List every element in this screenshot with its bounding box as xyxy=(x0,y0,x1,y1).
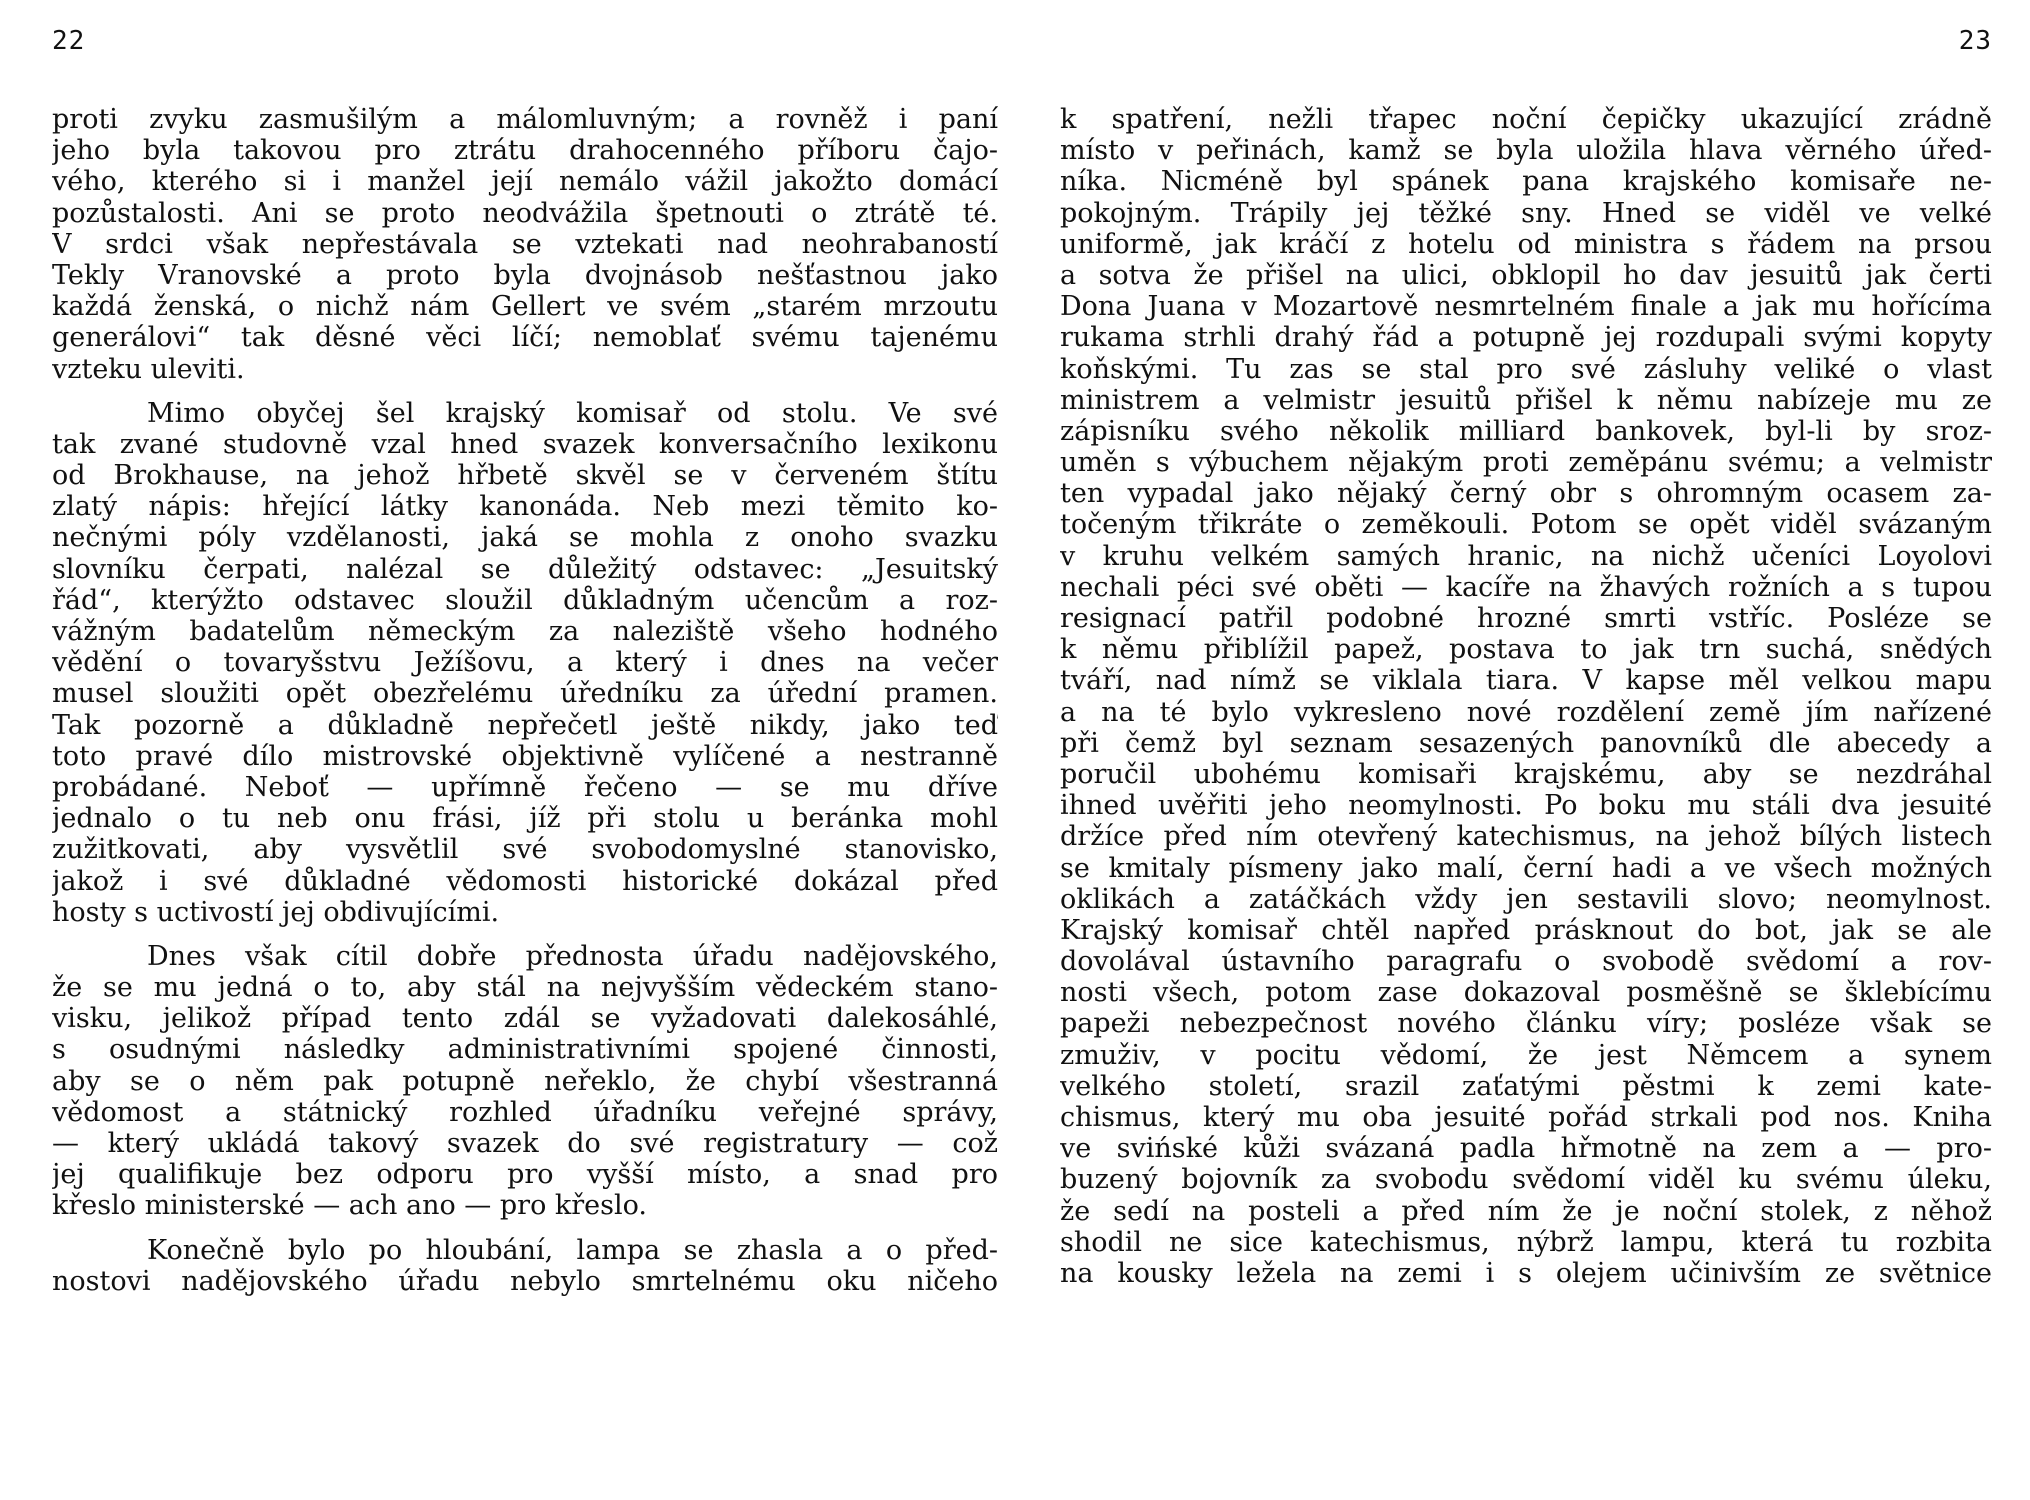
text-line: velkého století, srazil zaťatými pěstmi k zemi kate- xyxy=(1060,1070,1992,1102)
text-line: aby se o něm pak potupně neřeklo, že chybí všestranná xyxy=(52,1065,998,1097)
text-line: držíce před ním otevřený katechismus, na jehož bílých listech xyxy=(1060,821,1992,853)
text-line: shodil ne sice katechismus, nýbrž lampu, která tu rozbita xyxy=(1060,1226,1992,1258)
text-line: zlatý nápis: hřející látky kanonáda. Neb mezi těmito ko- xyxy=(52,491,998,523)
text-line: rukama strhli drahý řád a potupně jej rozdupali svými kopyty xyxy=(1060,322,1992,354)
text-line: proti zvyku zasmušilým a málomluvným; a rovněž i paní xyxy=(52,104,998,135)
text-line: jednalo o tu neb onu frási, jíž při stolu u beránka mohl xyxy=(52,803,998,835)
text-line: řád“, kterýžto odstavec sloužil důkladným učencům a roz- xyxy=(52,584,998,616)
text-line: níka. Nicméně byl spánek pana krajského komisaře ne- xyxy=(1060,166,1992,198)
text-line: musel sloužiti opět obezřelému úředníku za úřední pramen. xyxy=(52,678,998,710)
text-line: Dona Juana v Mozartově nesmrtelném finale a jak mu hořícíma xyxy=(1060,291,1992,323)
text-line: zmuživ, v pocitu vědomí, že jest Němcem a synem xyxy=(1060,1039,1992,1071)
text-line: Konečně bylo po hloubání, lampa se zhasla a o před- xyxy=(147,1234,998,1266)
text-line: Mimo obyčej šel krajský komisař od stolu. Ve své xyxy=(147,397,998,429)
text-line: od Brokhause, na jehož hřbetě skvěl se v červeném štítu xyxy=(52,460,998,492)
text-line: resignací patřil podobné hrozné smrti vstříc. Posléze se xyxy=(1060,603,1992,634)
text-line: jej qualifikuje bez odporu pro vyšší místo, a snad pro xyxy=(52,1159,998,1191)
page-number: 22 xyxy=(52,26,86,56)
text-line: ihned uvěřiti jeho neomylnosti. Po boku mu stáli dva jesuité xyxy=(1060,790,1992,822)
text-line: ministrem a velmistr jesuitů přišel k němu nabízeje mu ze xyxy=(1060,384,1992,416)
text-line: že se mu jedná o to, aby stál na nejvyšším vědeckém stano- xyxy=(52,972,998,1004)
text-line: vědomost a státnický rozhled úřadníku veřejné správy, xyxy=(52,1096,998,1128)
text-line: vzteku uleviti. xyxy=(52,353,245,385)
right-page xyxy=(1060,0,1992,1500)
text-line: Dnes však cítil dobře přednosta úřadu nadějovského, xyxy=(147,940,998,972)
left-page-text xyxy=(52,104,998,1297)
text-line: poručil ubohému komisaři krajskému, aby se nezdráhal xyxy=(1060,758,1992,790)
text-line: tak zvané studovně vzal hned svazek konversačního lexikonu xyxy=(52,428,998,460)
text-line: papeži nebezpečnost nového článku víry; posléze však se xyxy=(1060,1008,1992,1040)
text-line: každá ženská, o nichž nám Gellert ve svém „starém mrzoutu xyxy=(52,291,998,323)
text-line: dovolával ústavního paragrafu o svobodě svědomí a rov- xyxy=(1060,946,1992,978)
page-number: 23 xyxy=(1958,26,1992,56)
text-line: zužitkovati, aby vysvětlil své svobodomyslné stanovisko, xyxy=(52,834,998,866)
text-line: slovníku čerpati, nalézal se důležitý odstavec: „Jesuitský xyxy=(52,553,998,585)
text-line: nechali péci své oběti — kacíře na žhavých rožních a s tupou xyxy=(1060,571,1992,603)
text-line: ve svińské kůži svázaná padla hřmotně na zem a — pro- xyxy=(1060,1133,1992,1165)
text-line: ten vypadal jako nějaký černý obr s ohromným ocasem za- xyxy=(1060,478,1992,510)
text-line: toto pravé dílo mistrovské objektivně vylíčené a nestranně xyxy=(52,740,998,772)
text-line: a sotva že přišel na ulici, obklopil ho dav jesuitů jak čerti xyxy=(1060,259,1992,291)
text-line: a na té bylo vykresleno nové rozdělení země jím nařízené xyxy=(1060,696,1992,728)
right-page-text xyxy=(1060,104,1992,1289)
text-line: chismus, který mu oba jesuité pořád strkali pod nos. Kniha xyxy=(1060,1102,1992,1133)
text-line: vážným badatelům německým za naleziště všeho hodného xyxy=(52,616,998,647)
text-line: visku, jelikož případ tento zdál se vyžadovati dalekosáhlé, xyxy=(52,1003,998,1035)
text-line: zápisníku svého několik milliard bankovek, byl-li by sroz- xyxy=(1060,415,1992,447)
text-line: tváří, nad nímž se viklala tiara. V kapse měl velkou mapu xyxy=(1060,665,1992,697)
text-line: k spatření, nežli třapec noční čepičky ukazující zrádně xyxy=(1060,104,1992,135)
text-line: buzený bojovník za svobodu svědomí viděl ku svému úleku, xyxy=(1060,1164,1992,1196)
text-line: křeslo ministerské — ach ano — pro křeslo. xyxy=(52,1190,648,1222)
text-line: nostovi nadějovského úřadu nebylo smrtelnému oku ničeho xyxy=(52,1265,998,1297)
text-line: V srdci však nepřestávala se vztekati nad neohrabaností xyxy=(52,228,998,260)
text-line: v kruhu velkém samých hranic, na nichž učeníci Loyolovi xyxy=(1060,540,1992,572)
text-line: uniformě, jak kráčí z hotelu od ministra s řádem na prsou xyxy=(1060,228,1992,260)
text-line: točeným třikráte o zeměkouli. Potom se opět viděl svázaným xyxy=(1060,509,1992,541)
text-line: nečnými póly vzdělanosti, jaká se mohla z onoho svazku xyxy=(52,522,998,554)
text-line: vého, kterého si i manžel její nemálo vážil jakožto domácí xyxy=(52,166,998,198)
text-line: pokojným. Trápily jej těžké sny. Hned se viděl ve velké xyxy=(1060,197,1992,229)
text-line: generálovi“ tak děsné věci líčí; nemoblať svému tajenému xyxy=(52,322,998,354)
text-line: jakož i své důkladné vědomosti historické dokázal před xyxy=(52,865,998,897)
left-page xyxy=(52,0,998,1500)
text-line: Krajský komisař chtěl napřed prásknout do bot, jak se ale xyxy=(1060,914,1992,946)
text-line: uměn s výbuchem nějakým proti zeměpánu svému; a velmistr xyxy=(1060,447,1992,479)
text-line: vědění o tovaryšstvu Ježíšovu, a který i dnes na večer xyxy=(52,647,998,679)
text-line: — který ukládá takový svazek do své registratury — což xyxy=(52,1128,998,1159)
text-line: Tekly Vranovské a proto byla dvojnásob nešťastnou jako xyxy=(52,259,998,291)
text-line: jeho byla takovou pro ztrátu drahocenného příboru čajo- xyxy=(52,135,998,167)
text-line: koňskými. Tu zas se stal pro své zásluhy veliké o vlast xyxy=(1060,353,1992,385)
text-line: pozůstalosti. Ani se proto neodvážila špetnouti o ztrátě té. xyxy=(52,197,998,229)
text-line: nosti všech, potom zase dokazoval posměšně se šklebícímu xyxy=(1060,977,1992,1009)
text-line: na kousky ležela na zemi i s olejem učinivším ze světnice xyxy=(1060,1257,1992,1289)
text-line: Tak pozorně a důkladně nepřečetl ještě nikdy, jako teď xyxy=(52,709,998,741)
text-line: že sedí na posteli a před ním že je noční stolek, z něhož xyxy=(1060,1195,1992,1227)
text-line: hosty s uctivostí jej obdivujícími. xyxy=(52,896,500,928)
text-line: oklikách a zatáčkách vždy jen sestavili slovo; neomylnost. xyxy=(1060,883,1992,915)
text-line: při čemž byl seznam sesazených panovníků dle abecedy a xyxy=(1060,727,1992,759)
text-line: k němu přiblížil papež, postava to jak trn suchá, snědých xyxy=(1060,634,1992,666)
text-line: místo v peřinách, kamž se byla uložila hlava věrného úřed- xyxy=(1060,135,1992,167)
text-line: s osudnými následky administrativními spojené činnosti, xyxy=(52,1034,998,1066)
text-line: se kmitaly písmeny jako malí, černí hadi a ve všech možných xyxy=(1060,852,1992,884)
text-line: probádané. Neboť — upřímně řečeno — se mu dříve xyxy=(52,771,998,803)
